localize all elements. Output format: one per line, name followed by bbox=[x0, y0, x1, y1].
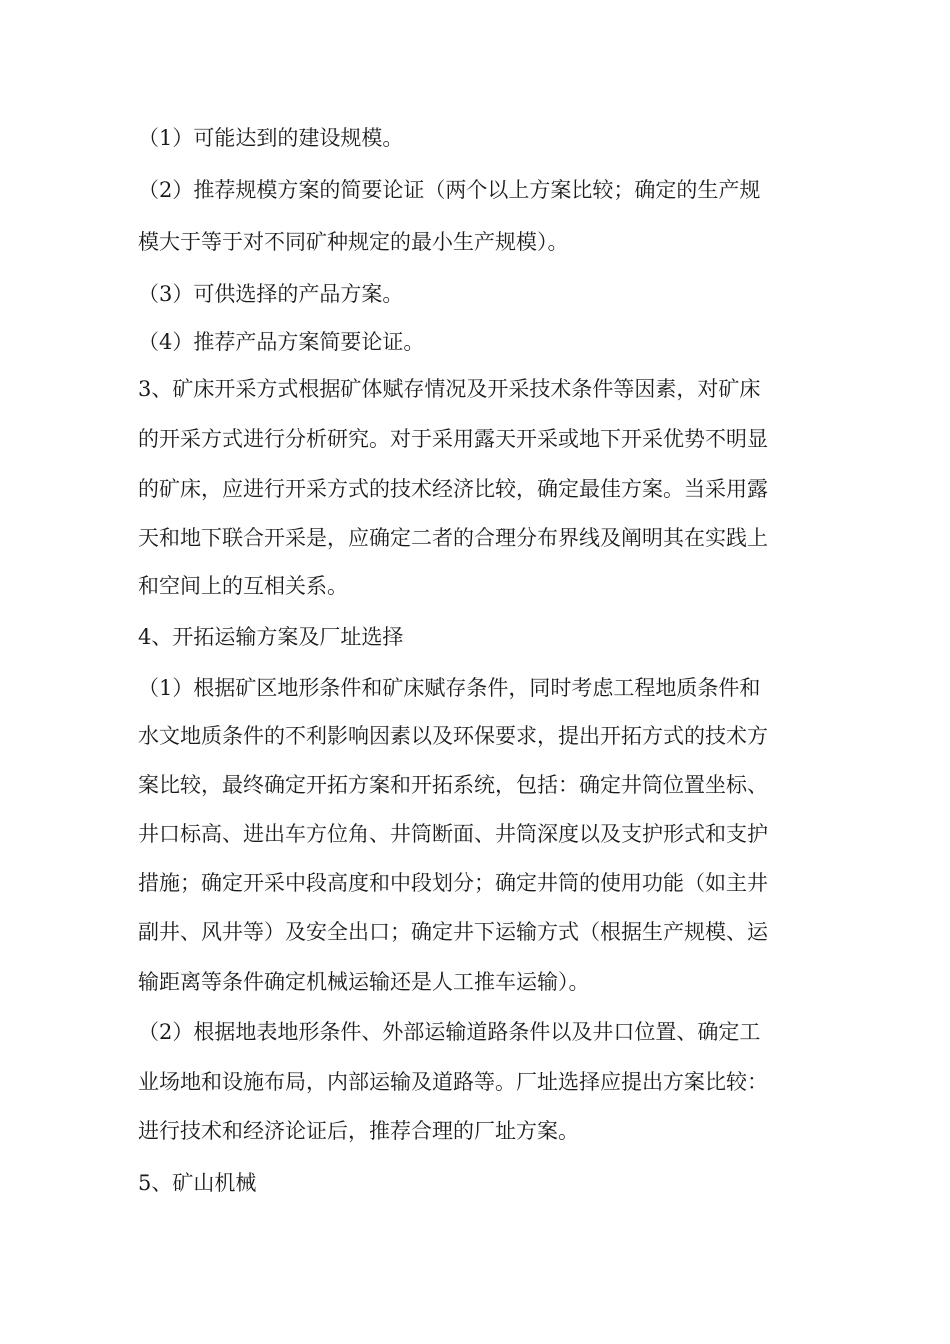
text-line: 措施；确定开采中段高度和中段划分；确定井筒的使用功能（如主井 bbox=[138, 871, 768, 895]
text-line: 案比较，最终确定开拓方案和开拓系统，包括：确定井筒位置坐标、 bbox=[138, 773, 768, 797]
text-line: 业场地和设施布局，内部运输及道路等。厂址选择应提出方案比较： bbox=[138, 1070, 768, 1094]
text-line: （1）可能达到的建设规模。 bbox=[138, 126, 404, 150]
text-line: 井口标高、进出车方位角、井筒断面、井筒深度以及支护形式和支护 bbox=[138, 822, 768, 846]
text-line: 的矿床，应进行开采方式的技术经济比较，确定最佳方案。当采用露 bbox=[138, 477, 768, 501]
section-heading: 5、矿山机械 bbox=[138, 1171, 257, 1195]
text-line: 模大于等于对不同矿种规定的最小生产规模）。 bbox=[138, 230, 569, 254]
text-line: （2）推荐规模方案的简要论证（两个以上方案比较；确定的生产规 bbox=[138, 178, 761, 202]
text-line: 天和地下联合开采是，应确定二者的合理分布界线及阐明其在实践上 bbox=[138, 526, 768, 550]
text-line: 副井、风井等）及安全出口；确定井下运输方式（根据生产规模、运 bbox=[138, 920, 768, 944]
text-line: 的开采方式进行分析研究。对于采用露天开采或地下开采优势不明显 bbox=[138, 427, 768, 451]
text-line: 和空间上的互相关系。 bbox=[138, 574, 348, 598]
text-line: 3、矿床开采方式根据矿体赋存情况及开采技术条件等因素，对矿床 bbox=[138, 377, 761, 401]
text-line: （3）可供选择的产品方案。 bbox=[138, 282, 404, 306]
text-line: 输距离等条件确定机械运输还是人工推车运输）。 bbox=[138, 970, 590, 994]
text-line: 水文地质条件的不利影响因素以及环保要求，提出开拓方式的技术方 bbox=[138, 724, 768, 748]
text-line: （4）推荐产品方案简要论证。 bbox=[138, 330, 425, 354]
text-line: 进行技术和经济论证后，推荐合理的厂址方案。 bbox=[138, 1119, 579, 1143]
text-line: （2）根据地表地形条件、外部运输道路条件以及井口位置、确定工 bbox=[138, 1020, 761, 1044]
section-heading: 4、开拓运输方案及厂址选择 bbox=[138, 625, 404, 649]
text-line: （1）根据矿区地形条件和矿床赋存条件，同时考虑工程地质条件和 bbox=[138, 676, 761, 700]
